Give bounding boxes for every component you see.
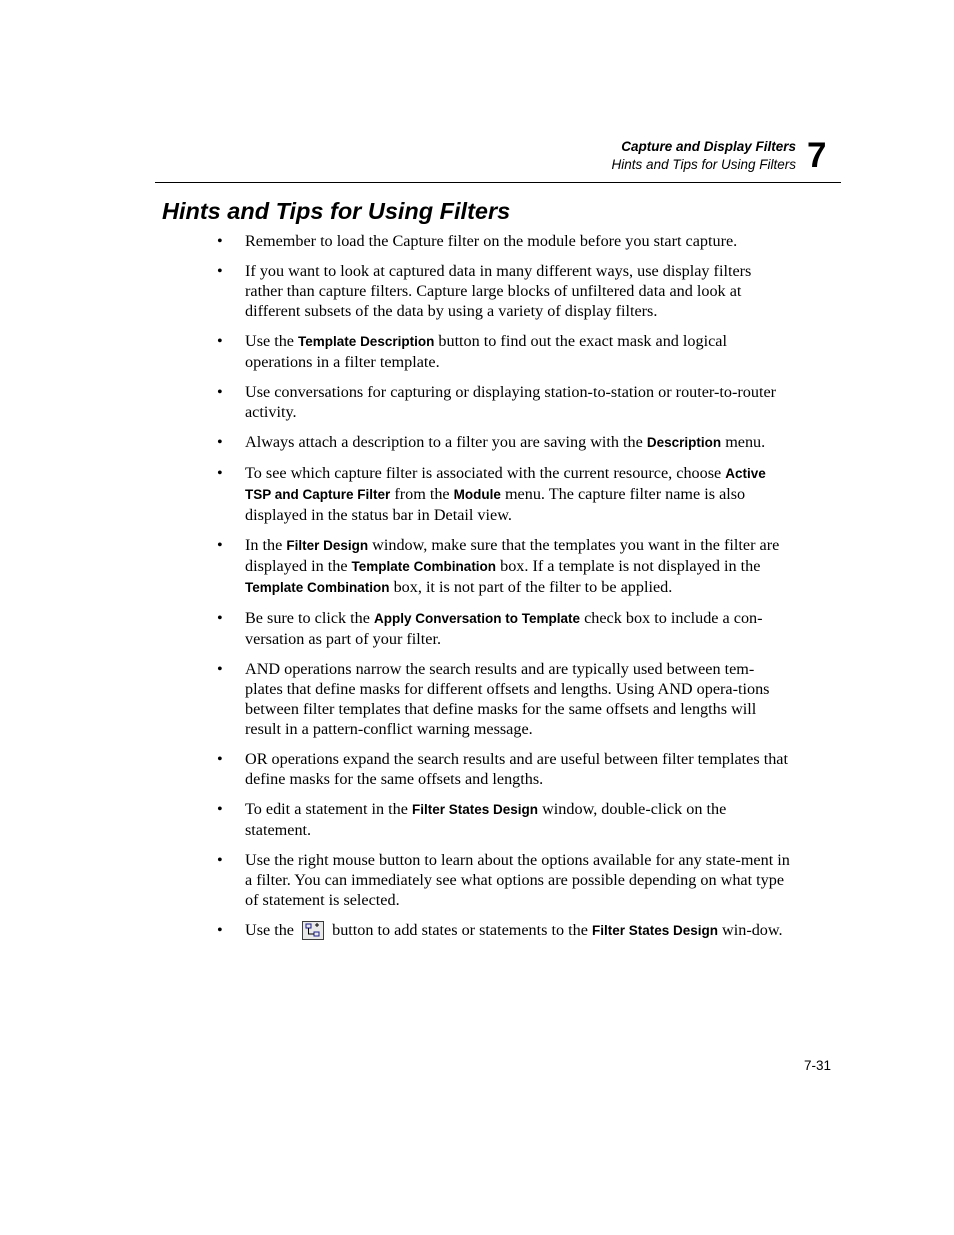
text: box. If a template is not displayed in the [496,557,761,575]
chapter-number: 7 [807,136,827,175]
bullet-marker: • [217,800,223,818]
bullet-marker: • [217,383,223,401]
text: button to add states or statements to the [328,921,592,939]
text: win-dow. [718,921,783,939]
text: Use the right mouse button to learn about the options available for any state-ment in a filter. You can immediately see what options are possible depending on what type of statement is selected. [245,851,790,909]
ui-label-filter-states-design: Filter States Design [591,923,718,938]
page-number: 7-31 [804,1058,832,1073]
bullet-marker: • [217,609,223,627]
text: window, make sure that the templates you want in the filter are displayed in the [245,536,780,575]
bullet-marker: • [217,750,223,768]
text: Always attach a description to a filter you are saving with the [245,433,647,451]
bullet-marker: • [217,921,223,939]
list-item [217,799,792,840]
list-item [217,749,792,789]
bullet-marker: • [217,262,223,280]
text: Use the [245,921,299,939]
ui-label-filter-design: Filter Design [286,538,369,553]
bullet-marker: • [217,332,223,350]
list-item [217,261,792,321]
text: OR operations expand the search results and are useful between filter templates that define masks for the same offsets and lengths. [245,750,788,788]
running-header [612,138,796,174]
list-item [217,331,792,372]
bullet-marker: • [217,232,223,250]
text: AND operations narrow the search results and are typically used between tem-plates that define masks for different offsets and lengths. Using AND opera-tions between filter templates that define masks for the same offsets and lengths will result in a pattern-conflict warning message. [245,660,770,738]
text: check box to include a con-versation as part of your filter. [245,609,763,648]
list-item [217,231,792,251]
text: In the [245,536,287,554]
text: Remember to load the Capture filter on the module before you start capture. [245,232,738,250]
text: menu. The capture filter name is also displayed in the status bar in Detail view. [245,485,746,524]
list-item [217,920,792,941]
text: To edit a statement in the [245,800,412,818]
list-item [217,382,792,422]
bullet-marker: • [217,536,223,554]
ui-label-module: Module [453,487,501,502]
ui-label-template-combination: Template Combination [351,559,497,574]
section-title: Hints and Tips for Using Filters [611,157,796,172]
hints-list [217,231,792,951]
text: If you want to look at captured data in many different ways, use display filters rather than capture filters. Capture large blocks of unfiltered data and look at different subsets of the data by using a variety of display filters. [245,262,752,320]
ui-label-description: Description [646,435,722,450]
list-item [217,659,792,739]
page-title: Hints and Tips for Using Filters [162,198,511,224]
text: button to find out the exact mask and logical operations in a filter template. [245,332,727,371]
text: Use the [245,332,299,350]
ui-label-filter-states-design: Filter States Design [412,802,539,817]
text: Be sure to click the [245,609,375,627]
ui-label-active-tsp: Active TSP and Capture Filter [245,466,766,502]
header-rule [155,182,841,183]
text: box, it is not part of the filter to be applied. [389,578,673,596]
bullet-marker: • [217,433,223,451]
text: To see which capture filter is associated with the current resource, choose [245,464,726,482]
ui-label-template-description: Template Description [298,334,435,349]
list-item [217,608,792,649]
bullet-marker: • [217,464,223,482]
bullet-marker: • [217,851,223,869]
add-state-statement-icon [302,921,324,940]
text: window, double-click on the statement. [245,800,727,839]
text: from the [390,485,454,503]
list-item [217,463,792,525]
bullet-marker: • [217,660,223,678]
list-item [217,850,792,910]
list-item [217,535,792,598]
chapter-title: Capture and Display Filters [621,139,796,154]
text: Use conversations for capturing or displaying station-to-station or router-to-router activity. [245,383,777,421]
text: menu. [721,433,766,451]
ui-label-apply-conversation: Apply Conversation to Template [374,611,581,626]
ui-label-template-combination: Template Combination [245,580,390,595]
list-item [217,432,792,453]
